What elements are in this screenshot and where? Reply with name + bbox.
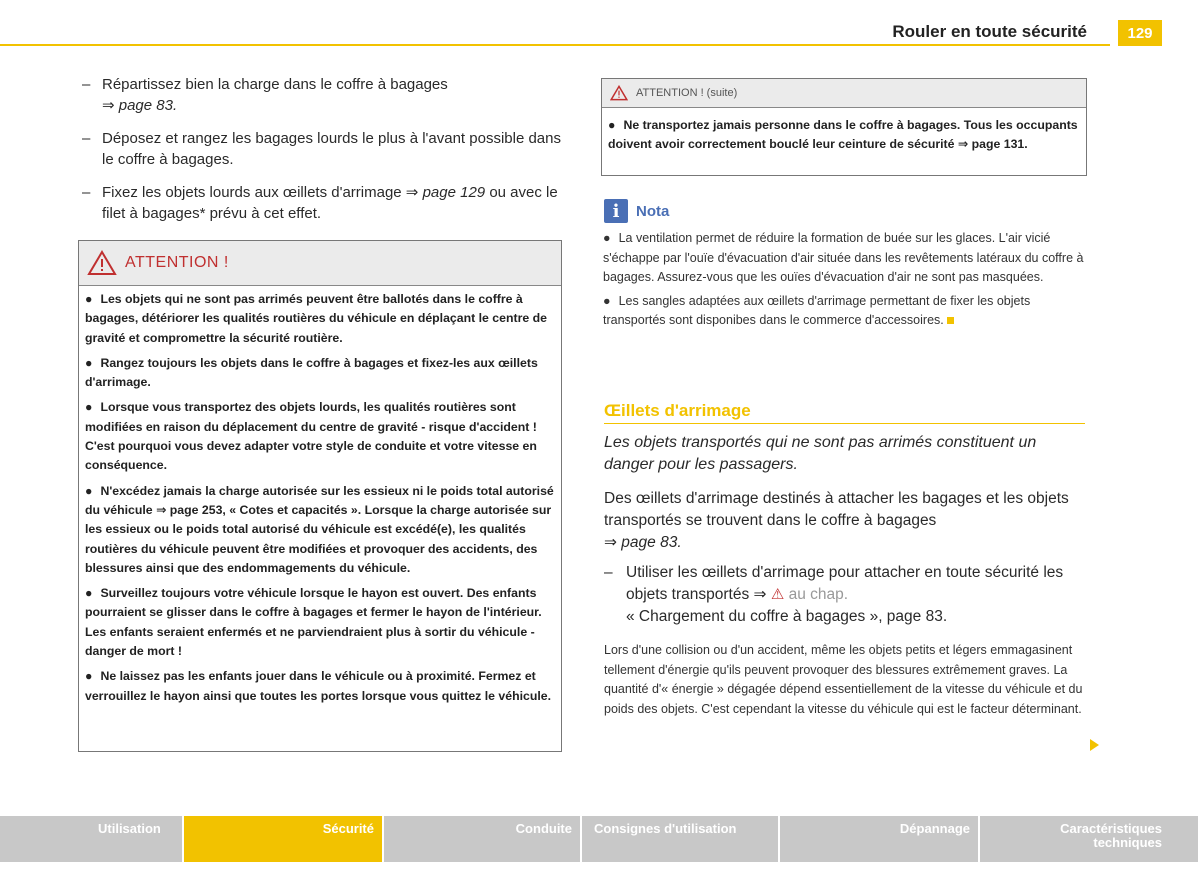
- nav-tab-caracteristiques[interactable]: Caractéristiques techniques: [980, 816, 1200, 862]
- warning-item: ● Lorsque vous transportez des objets lourds, les qualités routières sont modifiées en raison du déplacement du centre de gravité - risque d'accident ! C'est pourquoi vous devez adapter votre style de conduite et votre vitesse en conséquence.: [85, 400, 537, 473]
- end-mark-icon: [947, 317, 954, 324]
- nav-tab-conduite[interactable]: Conduite: [384, 816, 582, 862]
- bullet-text: Répartissez bien la charge dans le coffre à bagages: [102, 76, 448, 93]
- warning-body: [79, 286, 561, 716]
- section-body-2: Lors d'une collision ou d'un accident, même les objets petits et légers emmagasinent tellement d'énergie qu'ils peuvent provoquer des blessures extrêmement graves. La quantité d'« énergie » dégagée dépend essentiellement de la vitesse du véhicule et du poids des objets. C'est cependant la vitesse du véhicule qui est le facteur déterminant.: [604, 643, 1083, 716]
- nav-tab-consignes[interactable]: Consignes d'utilisation: [582, 816, 780, 862]
- warning-box: [78, 240, 562, 752]
- nav-tab-securite[interactable]: Sécurité: [184, 816, 384, 862]
- info-icon: i: [604, 199, 628, 223]
- bullet-text-tail: ou avec le filet à bagages* prévu à cet effet.: [102, 184, 558, 222]
- list-item: – Répartissez bien la charge dans le coffre à bagages ⇒ page 83.: [82, 76, 448, 114]
- warning-header: [602, 79, 1086, 108]
- step-reference[interactable]: « Chargement du coffre à bagages », page 83.: [626, 608, 948, 625]
- warning-body: ● Ne transportez jamais personne dans le coffre à bagages. Tous les occupants doivent avoir correctement bouclé leur ceinture de sécurité ⇒ page 131.: [608, 118, 1078, 151]
- warning-item: ● Rangez toujours les objets dans le coffre à bagages et fixez-les aux œillets d'arrimage.: [85, 355, 538, 390]
- nav-tab-utilisation[interactable]: Utilisation: [0, 816, 184, 862]
- warning-inline-icon[interactable]: ⚠: [770, 586, 785, 603]
- warning-continued-box: [601, 78, 1087, 176]
- page-link[interactable]: ⇒ page 83.: [102, 97, 178, 114]
- list-item: – Déposez et rangez les bagages lourds le plus à l'avant possible dans le coffre à bagages.: [82, 128, 567, 170]
- section-lead: Les objets transportés qui ne sont pas arrimés constituent un danger pour les passagers.: [604, 434, 1037, 473]
- warning-item: ● Surveillez toujours votre véhicule lorsque le hayon est ouvert. Des enfants pourraient se glisser dans le coffre à bagages et fermer le hayon de l'intérieur. Les enfants seraient enfermés et ne parviendraient plus à sortir du véhicule - danger de mort !: [85, 586, 542, 659]
- left-bullet-list: [82, 74, 567, 236]
- page-link[interactable]: ⇒ page 83.: [604, 534, 682, 551]
- warning-triangle-icon: [87, 250, 117, 276]
- bullet-text: Déposez et rangez les bagages lourds le plus à l'avant possible dans le coffre à bagages.: [102, 130, 561, 168]
- warning-item: ● Les objets qui ne sont pas arrimés peuvent être ballotés dans le coffre à bagages, détériorer les qualités routières du véhicule en déplaçant le centre de gravité et compromettre la sécurité routière.: [85, 292, 547, 345]
- section-step: – Utiliser les œillets d'arrimage pour attacher en toute sécurité les objets transportés ⇒ ⚠ au chap. « Chargement du coffre à bagages », page 83.: [604, 564, 1064, 625]
- nota-item: ● Les sangles adaptées aux œillets d'arrimage permettant de fixer les objets transportés sont disponibes dans le commerce d'accessoires.: [603, 293, 1031, 327]
- list-item: – Fixez les objets lourds aux œillets d'arrimage ⇒ page 129 ou avec le filet à bagages* prévu à cet effet.: [82, 184, 558, 222]
- bullet-text: Fixez les objets lourds aux œillets d'arrimage ⇒: [102, 184, 419, 201]
- warning-title: ATTENTION !: [125, 254, 229, 271]
- section-body: Des œillets d'arrimage destinés à attacher les bagages et les objets transportés se trouvent dans le coffre à bagages ⇒ page 83.: [604, 490, 1069, 551]
- warning-item: ● N'excédez jamais la charge autorisée sur les essieux ni le poids total autorisé du véhicule ⇒ page 253, « Cotes et capacités ». Lorsque la charge autorisée sur les essieux ou le poids total autorisé du véhicule est excédé(e), les qualités routières du véhicule peuvent être modifiées et provoquer des accidents, des blessures ainsi que des endommagements du véhicule.: [85, 483, 554, 575]
- section-title: Œillets d'arrimage: [604, 401, 1085, 424]
- nota-header: [604, 199, 669, 223]
- nota-label: Nota: [636, 202, 670, 220]
- warning-title: ATTENTION ! (suite): [636, 87, 738, 99]
- page-header-title: Rouler en toute sécurité: [892, 22, 1087, 41]
- warning-triangle-icon: [610, 85, 628, 101]
- warning-item: ● Ne laissez pas les enfants jouer dans le véhicule ou à proximité. Fermez et verrouillez le hayon ainsi que toutes les portes lorsque vous quittez le véhicule.: [85, 669, 552, 703]
- page-number: 129: [1118, 20, 1162, 46]
- chapter-nav: [0, 816, 1200, 862]
- nota-item: ● La ventilation permet de réduire la formation de buée sur les glaces. L'air vicié s'échappe par l'ouïe d'évacuation d'air située dans les revêtements latéraux du coffre à bagages. Assurez-vous que les ouïes d'évacuation d'air ne sont pas masquées.: [603, 231, 1084, 284]
- warning-header: [79, 241, 561, 286]
- nota-body: [603, 229, 1087, 335]
- continue-arrow-icon: [1090, 739, 1099, 751]
- nav-tab-depannage[interactable]: Dépannage: [780, 816, 980, 862]
- header-rule: [0, 44, 1110, 46]
- page-link[interactable]: page 129: [422, 184, 486, 201]
